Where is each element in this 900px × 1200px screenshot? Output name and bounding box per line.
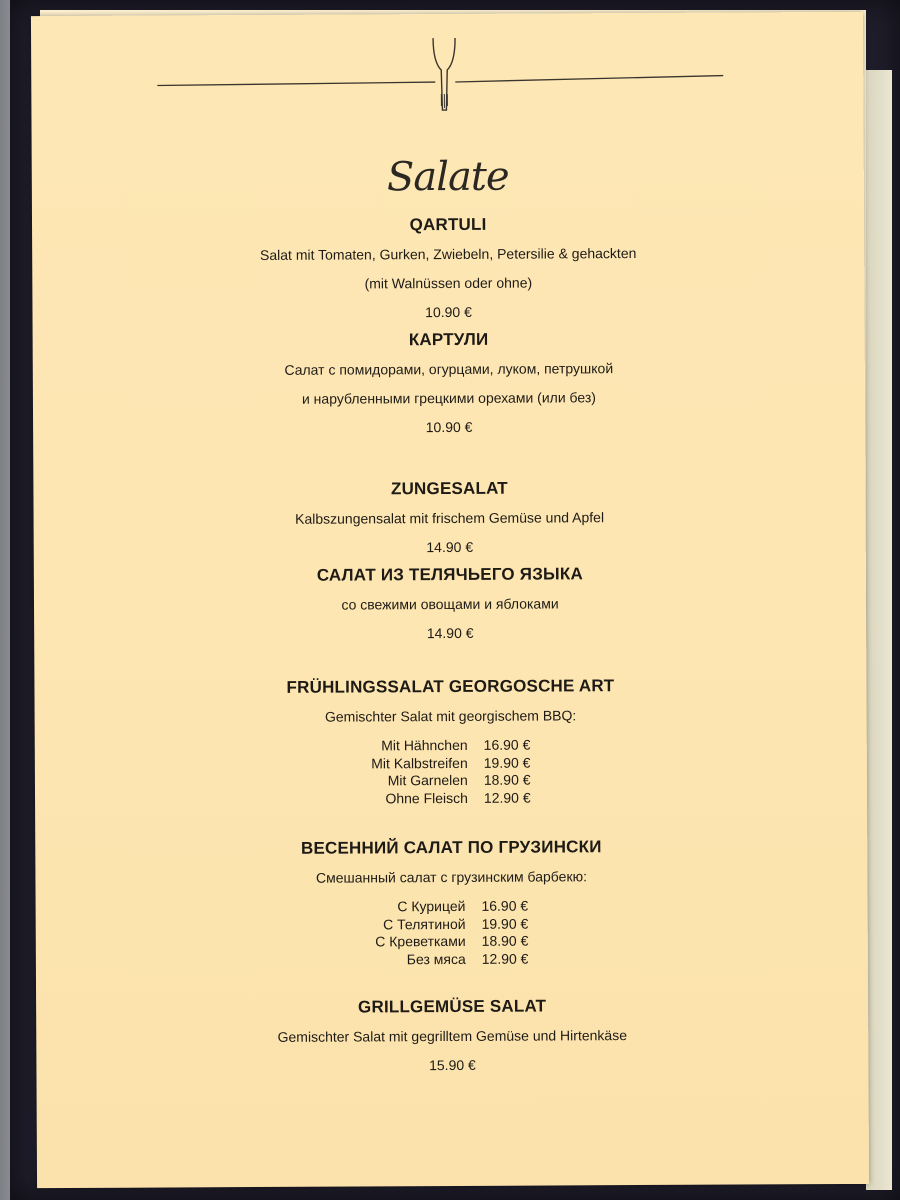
option-name: Mit Hähnchen [381,736,468,754]
item-price: 14.90 € [426,538,474,556]
option-name: Без мяса [406,950,466,967]
folder-page-edge [866,70,892,1190]
item-price: 10.90 € [425,303,472,321]
item-price: 14.90 € [426,624,474,642]
option-price: 12.90 € [481,950,529,967]
item-price: 10.90 € [425,418,473,436]
fork-divider-icon [31,12,864,136]
option-price: 12.90 € [483,789,531,806]
option-price: 18.90 € [483,771,531,788]
price-options [36,896,868,970]
price-options [35,735,867,809]
item-description: и нарубленными грецкими орехами (или без) [301,389,596,407]
option-price: 16.90 € [481,897,529,914]
menu-item [34,674,867,809]
section-heading: Salate [386,153,509,201]
item-description: со свежими овощами и яблоками [341,595,559,613]
item-title: GRILLGEMÜSE SALAT [357,996,547,1017]
menu-item [34,562,866,650]
item-title: ZUNGESALAT [390,478,508,499]
menu-item [33,327,866,444]
menu-item [33,476,865,564]
item-title: FRÜHLINGSSALAT GEORGOSCHE ART [286,676,615,697]
option-name: С Курицей [397,897,466,915]
item-title: ВЕСЕННИЙ САЛАТ ПО ГРУЗИНСКИ [300,837,602,858]
item-description: Salat mit Tomaten, Gurken, Zwiebeln, Petersilie & gehackten [259,245,637,263]
menu-content [32,212,869,1082]
menu-item [32,212,865,329]
option-price: 18.90 € [481,932,529,949]
item-description: Gemischter Salat mit georgischem BBQ: [324,707,577,725]
menu-page [31,12,869,1188]
menu-item [36,994,868,1082]
item-title: САЛАТ ИЗ ТЕЛЯЧЬЕГО ЯЗЫКА [316,564,583,585]
option-price: 19.90 € [481,915,529,932]
option-price: 19.90 € [483,754,531,771]
item-title: QARTULI [409,214,487,235]
option-name: С Телятиной [383,915,466,932]
item-title: КАРТУЛИ [408,329,489,350]
option-name: Mit Kalbstreifen [371,754,468,771]
option-name: Mit Garnelen [387,771,468,789]
item-description: Смешанный салат с грузинским барбекю: [315,868,587,886]
item-description: Kalbszungensalat mit frischem Gemüse und Apfel [295,509,605,527]
item-description: Gemischter Salat mit gegrilltem Gemüse und Hirtenkäse [277,1027,627,1045]
menu-item [35,835,868,970]
item-description: (mit Walnüssen oder ohne) [364,274,533,292]
item-price: 15.90 € [429,1056,476,1074]
option-name: С Креветками [375,932,466,950]
option-price: 16.90 € [483,736,531,753]
option-name: Ohne Fleisch [385,789,468,806]
item-description: Салат с помидорами, огурцами, луком, петрушкой [284,360,614,378]
